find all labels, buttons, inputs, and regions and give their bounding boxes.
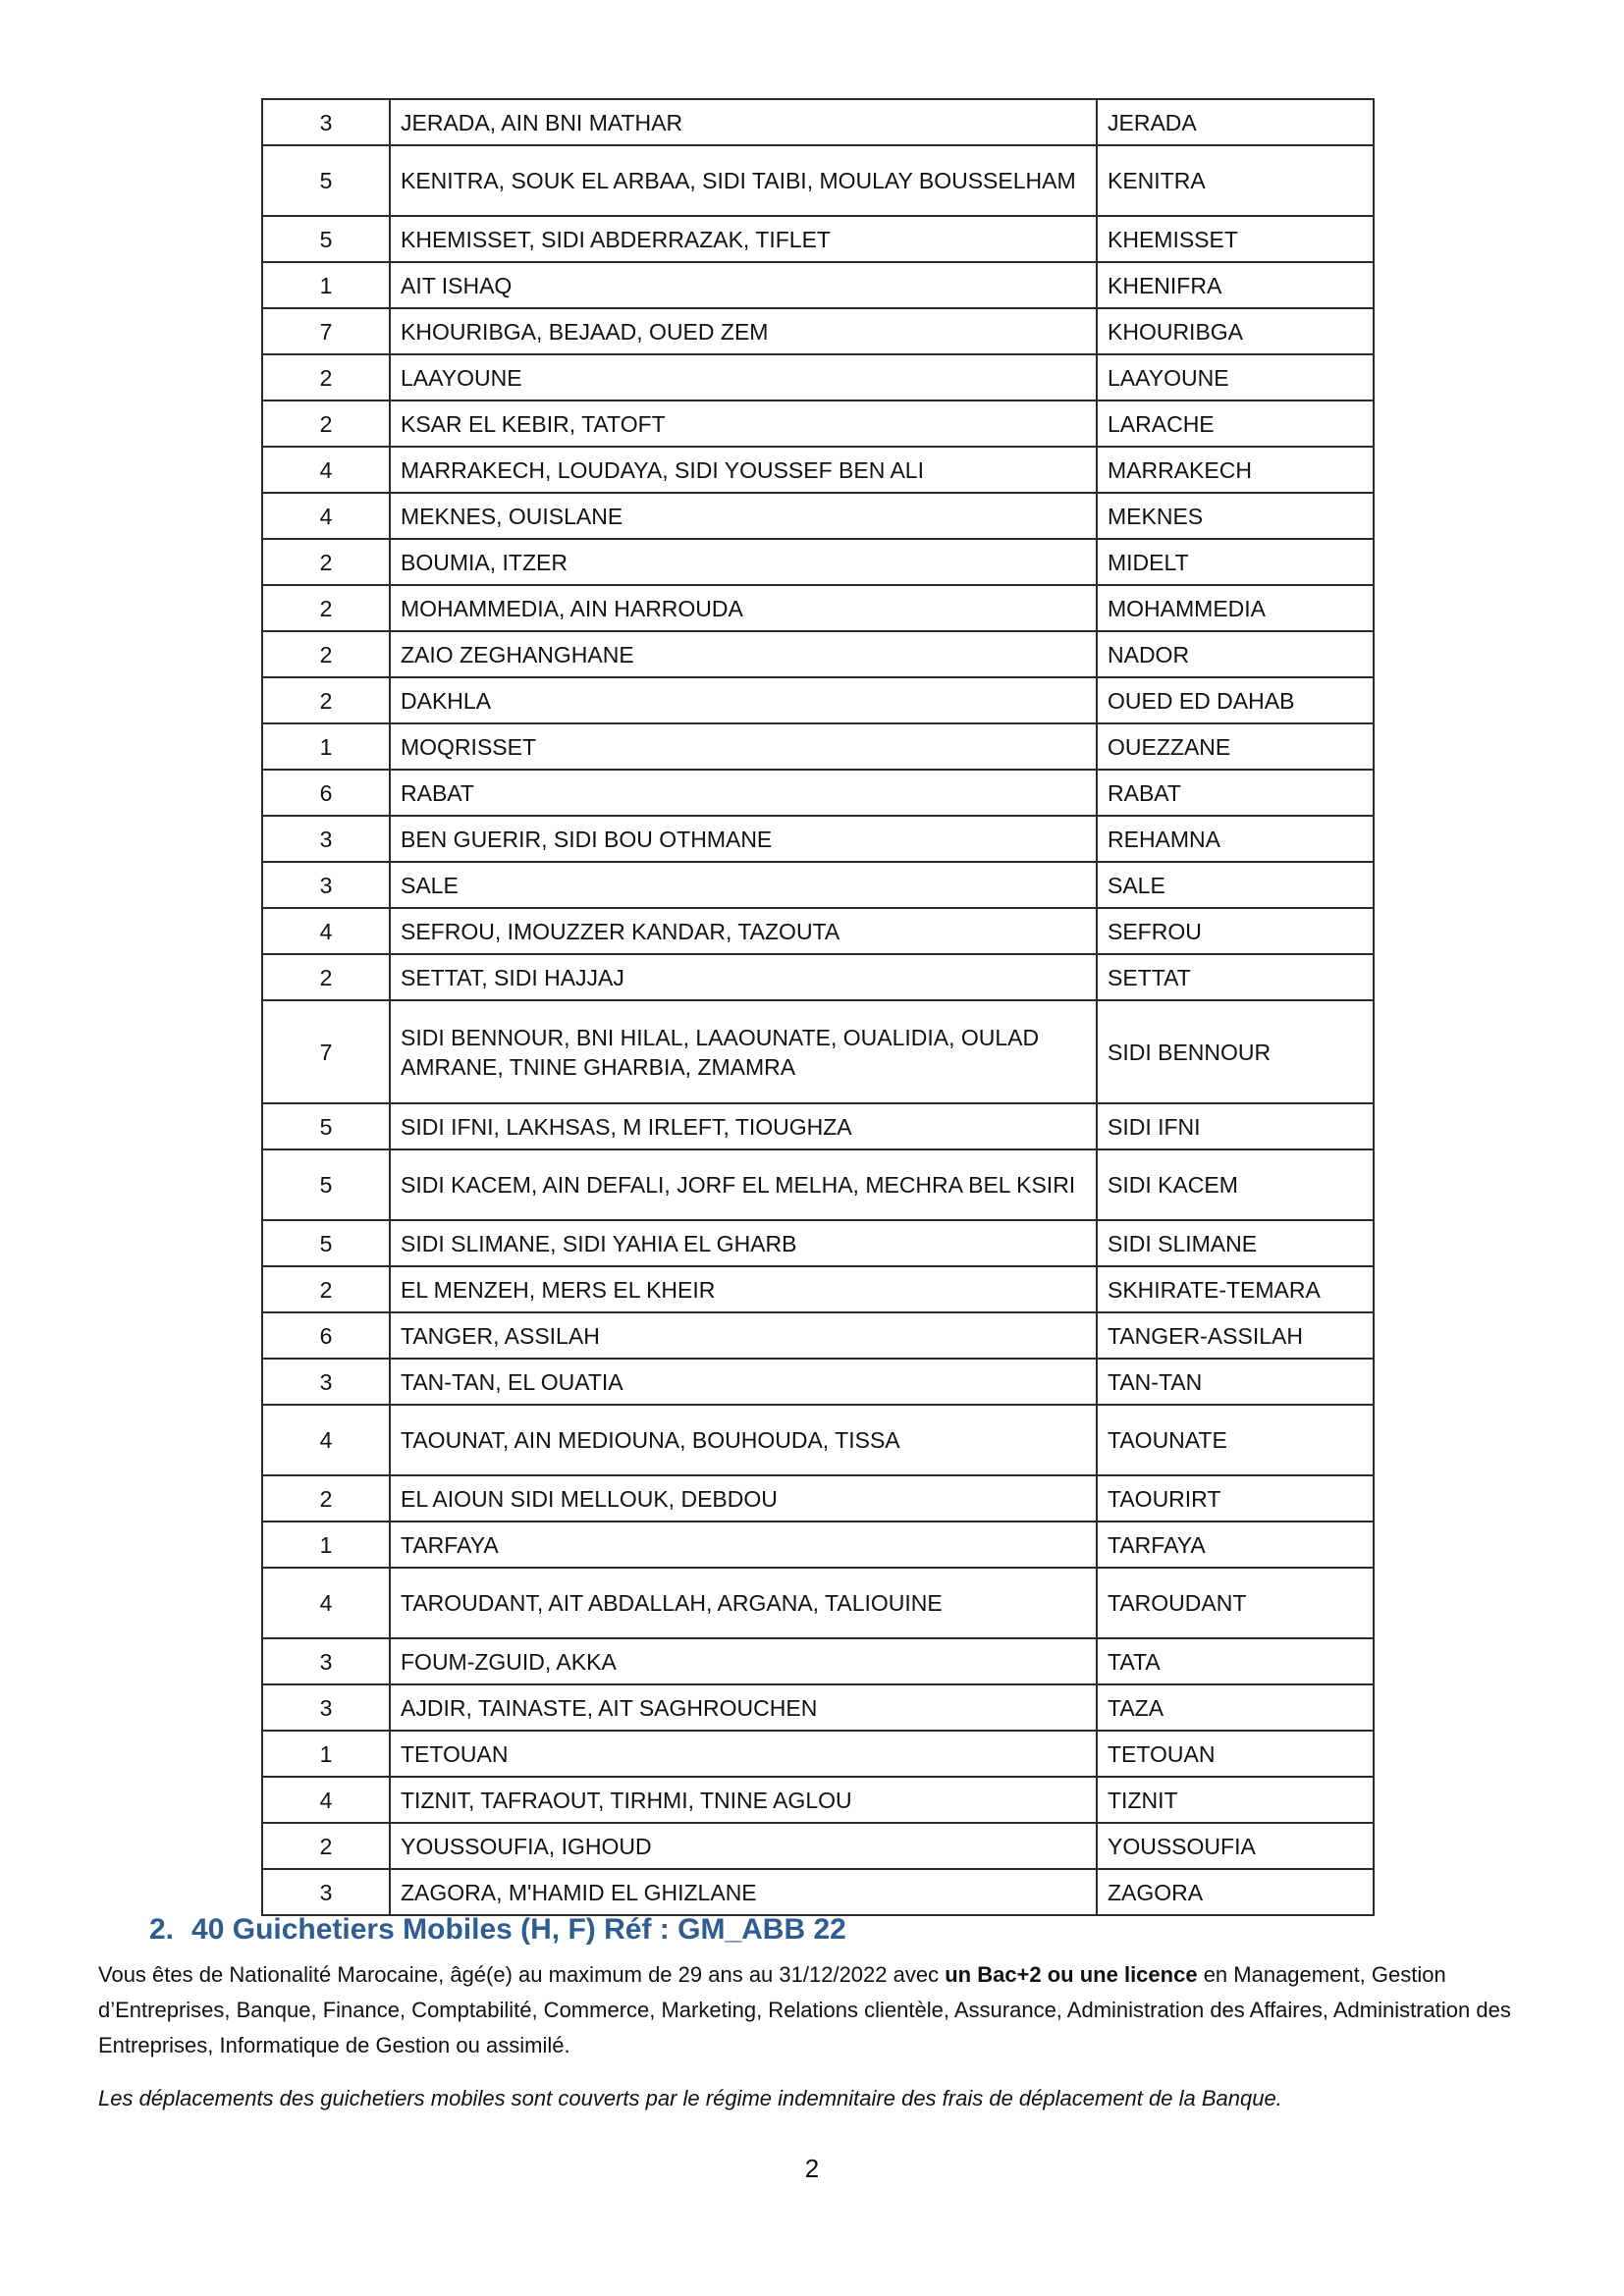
table-row	[262, 262, 1374, 308]
postes-table-body	[262, 99, 1374, 1915]
villes-cell: SIDI KACEM, AIN DEFALI, JORF EL MELHA, MECHRA BEL KSIRI	[390, 1149, 1097, 1220]
province-cell: KHOURIBGA	[1097, 308, 1374, 354]
poste-count-cell: 1	[262, 1731, 390, 1777]
section-note: Les déplacements des guichetiers mobiles sont couverts par le régime indemnitaire des frais de déplacement de la Banque.	[98, 2086, 1282, 2110]
villes-cell: FOUM-ZGUID, AKKA	[390, 1638, 1097, 1684]
province-cell: RABAT	[1097, 770, 1374, 816]
villes-cell: EL MENZEH, MERS EL KHEIR	[390, 1266, 1097, 1312]
province-cell: SIDI SLIMANE	[1097, 1220, 1374, 1266]
province-cell: NADOR	[1097, 631, 1374, 677]
villes-cell: SALE	[390, 862, 1097, 908]
province-cell: TAROUDANT	[1097, 1568, 1374, 1638]
villes-cell: BOUMIA, ITZER	[390, 539, 1097, 585]
table-row	[262, 1684, 1374, 1731]
poste-count-cell: 3	[262, 1638, 390, 1684]
villes-cell: SEFROU, IMOUZZER KANDAR, TAZOUTA	[390, 908, 1097, 954]
table-row	[262, 354, 1374, 400]
poste-count-cell: 2	[262, 1475, 390, 1522]
poste-count-cell: 5	[262, 1149, 390, 1220]
poste-count-cell: 6	[262, 1312, 390, 1359]
body-text-bold: un Bac+2 ou une licence	[945, 1962, 1198, 1987]
villes-cell: TANGER, ASSILAH	[390, 1312, 1097, 1359]
table-row	[262, 677, 1374, 723]
province-cell: MOHAMMEDIA	[1097, 585, 1374, 631]
villes-cell: EL AIOUN SIDI MELLOUK, DEBDOU	[390, 1475, 1097, 1522]
province-cell: SKHIRATE-TEMARA	[1097, 1266, 1374, 1312]
table-row	[262, 816, 1374, 862]
table-row	[262, 1568, 1374, 1638]
table-row	[262, 400, 1374, 447]
section-heading	[149, 1910, 1532, 1949]
province-cell: MARRAKECH	[1097, 447, 1374, 493]
villes-cell: SIDI BENNOUR, BNI HILAL, LAAOUNATE, OUALIDIA, OULAD AMRANE, TNINE GHARBIA, ZMAMRA	[390, 1000, 1097, 1103]
poste-count-cell: 4	[262, 908, 390, 954]
table-row	[262, 862, 1374, 908]
poste-count-cell: 4	[262, 1405, 390, 1475]
villes-cell: KHOURIBGA, BEJAAD, OUED ZEM	[390, 308, 1097, 354]
table-row	[262, 1777, 1374, 1823]
villes-cell: KSAR EL KEBIR, TATOFT	[390, 400, 1097, 447]
villes-cell: MOHAMMEDIA, AIN HARROUDA	[390, 585, 1097, 631]
province-cell: SIDI IFNI	[1097, 1103, 1374, 1149]
province-cell: OUED ED DAHAB	[1097, 677, 1374, 723]
table-row	[262, 954, 1374, 1000]
table-row	[262, 1220, 1374, 1266]
villes-cell: ZAIO ZEGHANGHANE	[390, 631, 1097, 677]
poste-count-cell: 3	[262, 1869, 390, 1915]
province-cell: SIDI KACEM	[1097, 1149, 1374, 1220]
poste-count-cell: 7	[262, 1000, 390, 1103]
table-row	[262, 99, 1374, 145]
villes-cell: TAOUNAT, AIN MEDIOUNA, BOUHOUDA, TISSA	[390, 1405, 1097, 1475]
table-row	[262, 1149, 1374, 1220]
body-text-2: en Management, Gestion d’Entreprises, Banque, Finance, Comptabilité, Commerce, Marketing, Relations clientèle, Assurance, Administration des Affaires, Administration des Entreprises, Informatique de Gestion ou assimilé.	[98, 1962, 1511, 2057]
villes-cell: TETOUAN	[390, 1731, 1097, 1777]
villes-cell: TAN-TAN, EL OUATIA	[390, 1359, 1097, 1405]
poste-count-cell: 2	[262, 677, 390, 723]
poste-count-cell: 2	[262, 400, 390, 447]
section-number: 2.	[149, 1913, 175, 1946]
province-cell: TETOUAN	[1097, 1731, 1374, 1777]
province-cell: MIDELT	[1097, 539, 1374, 585]
table-row	[262, 770, 1374, 816]
villes-cell: RABAT	[390, 770, 1097, 816]
poste-count-cell: 4	[262, 1568, 390, 1638]
poste-count-cell: 3	[262, 862, 390, 908]
table-row	[262, 631, 1374, 677]
poste-count-cell: 4	[262, 1777, 390, 1823]
poste-count-cell: 3	[262, 1359, 390, 1405]
province-cell: MEKNES	[1097, 493, 1374, 539]
poste-count-cell: 2	[262, 631, 390, 677]
province-cell: TAOUNATE	[1097, 1405, 1374, 1475]
villes-cell: JERADA, AIN BNI MATHAR	[390, 99, 1097, 145]
villes-cell: DAKHLA	[390, 677, 1097, 723]
table-row	[262, 1475, 1374, 1522]
province-cell: KENITRA	[1097, 145, 1374, 216]
table-row	[262, 723, 1374, 770]
poste-count-cell: 5	[262, 145, 390, 216]
province-cell: KHENIFRA	[1097, 262, 1374, 308]
table-row	[262, 908, 1374, 954]
poste-count-cell: 3	[262, 99, 390, 145]
section-body	[98, 1957, 1532, 2063]
poste-count-cell: 7	[262, 308, 390, 354]
villes-cell: MARRAKECH, LOUDAYA, SIDI YOUSSEF BEN ALI	[390, 447, 1097, 493]
poste-count-cell: 4	[262, 493, 390, 539]
poste-count-cell: 1	[262, 723, 390, 770]
poste-count-cell: 2	[262, 585, 390, 631]
table-row	[262, 1638, 1374, 1684]
guichetiers-section	[98, 1910, 1532, 2114]
province-cell: SALE	[1097, 862, 1374, 908]
province-cell: OUEZZANE	[1097, 723, 1374, 770]
province-cell: KHEMISSET	[1097, 216, 1374, 262]
villes-cell: KHEMISSET, SIDI ABDERRAZAK, TIFLET	[390, 216, 1097, 262]
province-cell: SEFROU	[1097, 908, 1374, 954]
poste-count-cell: 6	[262, 770, 390, 816]
table-row	[262, 539, 1374, 585]
villes-cell: ZAGORA, M'HAMID EL GHIZLANE	[390, 1869, 1097, 1915]
poste-count-cell: 3	[262, 816, 390, 862]
villes-cell: TAROUDANT, AIT ABDALLAH, ARGANA, TALIOUINE	[390, 1568, 1097, 1638]
table-row	[262, 585, 1374, 631]
poste-count-cell: 1	[262, 262, 390, 308]
poste-count-cell: 1	[262, 1522, 390, 1568]
table-row	[262, 1522, 1374, 1568]
poste-count-cell: 3	[262, 1684, 390, 1731]
villes-cell: SIDI SLIMANE, SIDI YAHIA EL GHARB	[390, 1220, 1097, 1266]
page-number: 2	[804, 2154, 820, 2183]
villes-cell: LAAYOUNE	[390, 354, 1097, 400]
villes-cell: AJDIR, TAINASTE, AIT SAGHROUCHEN	[390, 1684, 1097, 1731]
table-row	[262, 145, 1374, 216]
table-row	[262, 1823, 1374, 1869]
table-row	[262, 1359, 1374, 1405]
table-row	[262, 1405, 1374, 1475]
province-cell: TAN-TAN	[1097, 1359, 1374, 1405]
table-row	[262, 308, 1374, 354]
province-cell: TIZNIT	[1097, 1777, 1374, 1823]
table-row	[262, 1312, 1374, 1359]
province-cell: TAZA	[1097, 1684, 1374, 1731]
province-cell: TATA	[1097, 1638, 1374, 1684]
province-cell: REHAMNA	[1097, 816, 1374, 862]
province-cell: SIDI BENNOUR	[1097, 1000, 1374, 1103]
villes-cell: SETTAT, SIDI HAJJAJ	[390, 954, 1097, 1000]
province-cell: TAOURIRT	[1097, 1475, 1374, 1522]
table-row	[262, 1266, 1374, 1312]
table-row	[262, 216, 1374, 262]
villes-cell: YOUSSOUFIA, IGHOUD	[390, 1823, 1097, 1869]
poste-count-cell: 5	[262, 1220, 390, 1266]
table-row	[262, 1000, 1374, 1103]
section-title: 40 Guichetiers Mobiles (H, F) Réf : GM_ABB 22	[191, 1913, 846, 1946]
province-cell: JERADA	[1097, 99, 1374, 145]
poste-count-cell: 2	[262, 1823, 390, 1869]
postes-table	[261, 98, 1375, 1916]
poste-count-cell: 2	[262, 1266, 390, 1312]
villes-cell: KENITRA, SOUK EL ARBAA, SIDI TAIBI, MOULAY BOUSSELHAM	[390, 145, 1097, 216]
province-cell: YOUSSOUFIA	[1097, 1823, 1374, 1869]
province-cell: ZAGORA	[1097, 1869, 1374, 1915]
province-cell: LARACHE	[1097, 400, 1374, 447]
villes-cell: BEN GUERIR, SIDI BOU OTHMANE	[390, 816, 1097, 862]
villes-cell: TIZNIT, TAFRAOUT, TIRHMI, TNINE AGLOU	[390, 1777, 1097, 1823]
poste-count-cell: 2	[262, 354, 390, 400]
poste-count-cell: 2	[262, 954, 390, 1000]
province-cell: LAAYOUNE	[1097, 354, 1374, 400]
table-row	[262, 493, 1374, 539]
table-row	[262, 1731, 1374, 1777]
poste-count-cell: 5	[262, 216, 390, 262]
villes-cell: MOQRISSET	[390, 723, 1097, 770]
province-cell: SETTAT	[1097, 954, 1374, 1000]
table-row	[262, 1869, 1374, 1915]
villes-cell: AIT ISHAQ	[390, 262, 1097, 308]
villes-cell: TARFAYA	[390, 1522, 1097, 1568]
poste-count-cell: 2	[262, 539, 390, 585]
table-row	[262, 1103, 1374, 1149]
poste-count-cell: 4	[262, 447, 390, 493]
villes-cell: MEKNES, OUISLANE	[390, 493, 1097, 539]
villes-cell: SIDI IFNI, LAKHSAS, M IRLEFT, TIOUGHZA	[390, 1103, 1097, 1149]
province-cell: TARFAYA	[1097, 1522, 1374, 1568]
poste-count-cell: 5	[262, 1103, 390, 1149]
body-text-1: Vous êtes de Nationalité Marocaine, âgé(e) au maximum de 29 ans au 31/12/2022 avec	[98, 1962, 946, 1987]
table-row	[262, 447, 1374, 493]
province-cell: TANGER-ASSILAH	[1097, 1312, 1374, 1359]
